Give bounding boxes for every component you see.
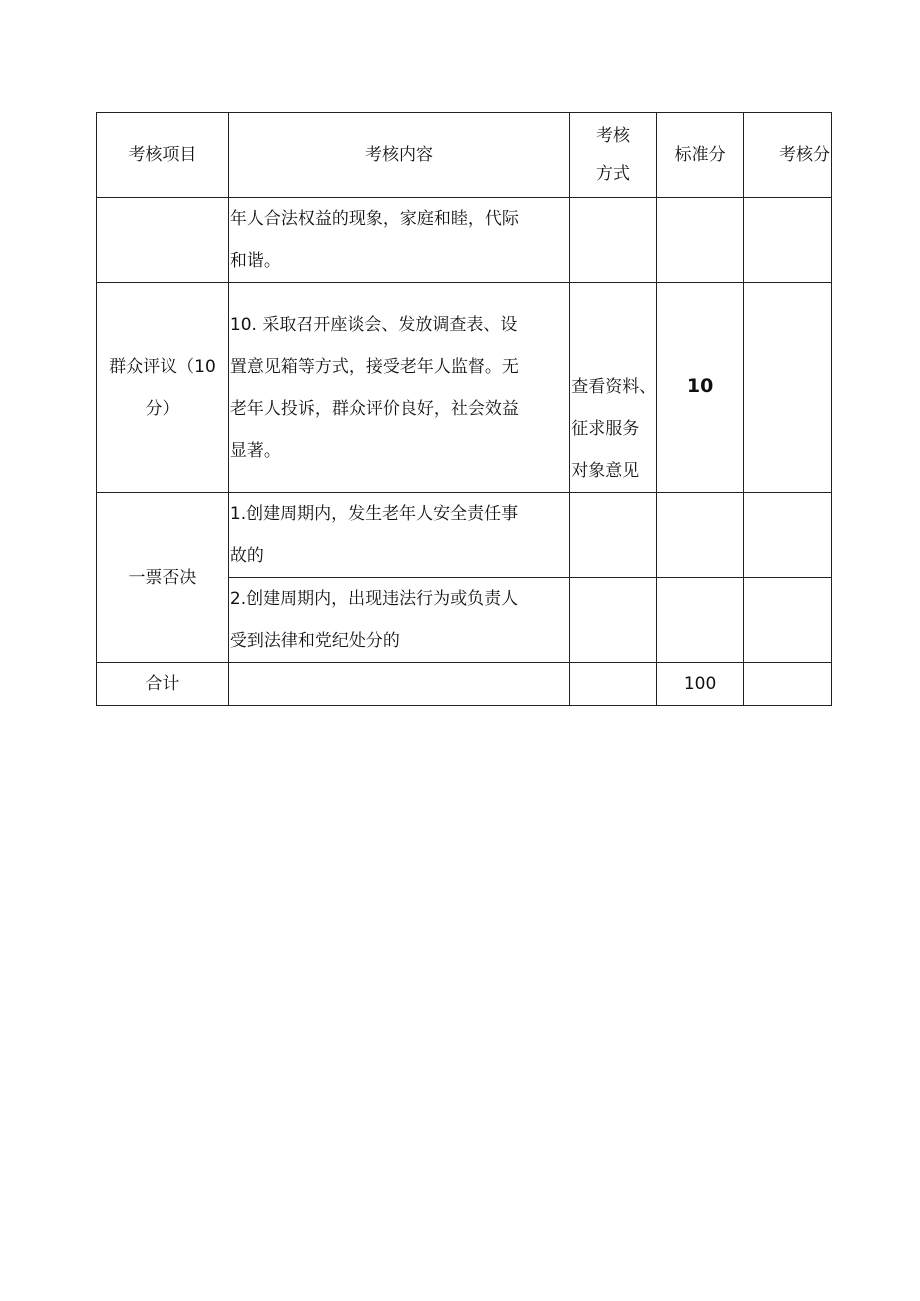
group-standard-cell — [656, 283, 744, 493]
group-method-line1: 查看资料、 — [571, 377, 657, 397]
group-content-line3: 老年人投诉，群众评价良好，社会效益 — [229, 398, 519, 419]
total-item-cell — [97, 663, 229, 706]
table-total-row — [97, 663, 832, 706]
cont-standard-cell — [656, 198, 744, 283]
cont-content-cell — [228, 198, 569, 283]
cont-score-cell — [744, 198, 832, 283]
total-item-label: 合计 — [145, 674, 180, 694]
veto2-content-line1: 2.创建周期内，出现违法行为或负责人 — [229, 589, 519, 609]
group-method-cell — [570, 283, 657, 493]
veto1-content-line2: 故的 — [229, 546, 264, 566]
total-method-cell — [570, 663, 657, 706]
veto2-standard-cell — [656, 578, 744, 663]
table-header-row — [97, 113, 832, 198]
header-method — [570, 113, 657, 198]
total-score-cell — [744, 663, 832, 706]
veto2-score-cell — [744, 578, 832, 663]
veto1-standard-cell — [656, 493, 744, 578]
header-standard-label: 标准分 — [674, 145, 726, 165]
header-score — [744, 113, 832, 198]
veto1-method-cell — [570, 493, 657, 578]
group-method-line3: 对象意见 — [571, 461, 640, 481]
header-item-label: 考核项目 — [128, 145, 197, 165]
cont-content-line2: 和谐。 — [229, 251, 281, 271]
veto1-content-line1: 1.创建周期内，发生老年人安全责任事 — [229, 504, 519, 524]
table-row — [97, 198, 832, 283]
table-row — [97, 283, 832, 493]
cont-content-line1: 年人合法权益的现象，家庭和睦，代际 — [229, 209, 519, 229]
total-standard-cell — [656, 663, 744, 706]
header-method-line2: 方式 — [595, 164, 630, 184]
veto1-content-cell — [228, 493, 569, 578]
header-score-label: 考核分 — [779, 145, 830, 165]
cont-item-cell — [97, 198, 229, 283]
group-score-cell — [744, 283, 832, 493]
header-method-line1: 考核 — [595, 126, 630, 146]
header-item — [97, 113, 229, 198]
assessment-table — [96, 112, 832, 706]
group-content-line4: 显著。 — [229, 440, 281, 461]
group-item-line2: 分） — [145, 398, 180, 419]
assessment-sheet — [96, 112, 832, 706]
header-content — [228, 113, 569, 198]
group-content-line2: 置意见箱等方式，接受老年人监督。无 — [229, 356, 519, 377]
group-content-line1: 10. 采取召开座谈会、发放调查表、设 — [229, 314, 518, 335]
group-item-cell — [97, 283, 229, 493]
table-row — [97, 493, 832, 578]
group-item-label — [97, 346, 228, 430]
cont-method-cell — [570, 198, 657, 283]
veto2-method-cell — [570, 578, 657, 663]
veto-item-cell — [97, 493, 229, 663]
group-standard-value: 10 — [686, 374, 714, 397]
total-standard-value: 100 — [683, 674, 717, 694]
veto-item-label: 一票否决 — [128, 567, 197, 588]
veto2-content-line2: 受到法律和党纪处分的 — [229, 631, 400, 651]
veto2-content-cell — [228, 578, 569, 663]
header-standard — [656, 113, 744, 198]
group-method-line2: 征求服务 — [571, 419, 640, 439]
group-content-cell — [228, 283, 569, 493]
total-content-cell — [228, 663, 569, 706]
veto1-score-cell — [744, 493, 832, 578]
header-content-label: 考核内容 — [365, 145, 434, 165]
group-item-line1: 群众评议（10 — [109, 356, 216, 377]
